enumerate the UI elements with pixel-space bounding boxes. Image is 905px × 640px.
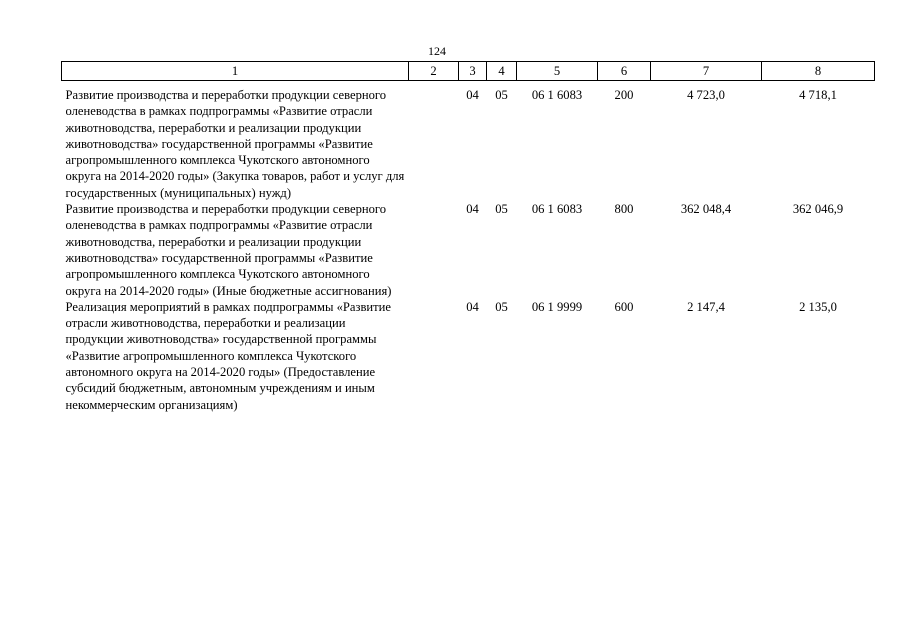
row-description: Развитие производства и переработки продукции северного оленеводства в рамках подпрограммы «Развитие отрасли животноводства, переработки и реализации продукции животноводства» государственной программы «Развитие агропромышленного комплекса Чукотского автономного округа на 2014-2020 годы» (Закупка товаров, работ и услуг для государственных (муниципальных) нужд): [65, 88, 405, 200]
header-col-5: 5: [517, 62, 598, 81]
row-amount-executed: 362 046,9: [792, 202, 844, 217]
budget-table: [61, 61, 875, 413]
row-amount-executed: 2 135,0: [799, 299, 837, 314]
row-col-2: [409, 81, 459, 202]
row-expense-type: 200: [614, 88, 634, 102]
row-section: 04: [466, 299, 479, 314]
header-col-4: 4: [487, 62, 517, 81]
row-amount-planned: 4 723,0: [687, 88, 725, 102]
row-amount-executed: 4 718,1: [799, 88, 837, 102]
row-col-2: [409, 201, 459, 299]
row-subsection: 05: [495, 88, 508, 102]
table-row: [62, 201, 875, 299]
row-section: 04: [466, 88, 479, 102]
row-description: Реализация мероприятий в рамках подпрограммы «Развитие отрасли животноводства, переработки и реализации продукции животноводства» государственной программы «Развитие агропромышленного комплекса Чукотского автономного округа на 2014-2020 годы» (Предоставление субсидий бюджетным, автономным учреждениям и иным некоммерческим организациям): [65, 299, 391, 412]
row-col-2: [409, 299, 459, 413]
header-col-2: 2: [409, 62, 459, 81]
row-section: 04: [466, 202, 479, 217]
row-amount-planned: 362 048,4: [680, 202, 732, 217]
row-expense-type: 800: [614, 202, 634, 217]
row-target-article: 06 1 9999: [531, 299, 583, 314]
header-col-6: 6: [598, 62, 651, 81]
row-target-article: 06 1 6083: [531, 202, 583, 217]
header-col-1: 1: [62, 62, 409, 81]
row-expense-type: 600: [614, 299, 634, 314]
row-subsection: 05: [495, 299, 508, 314]
table-row: [62, 299, 875, 413]
header-row: [62, 62, 875, 81]
row-amount-planned: 2 147,4: [687, 299, 725, 314]
row-subsection: 05: [495, 202, 508, 217]
row-description: Развитие производства и переработки продукции северного оленеводства в рамках подпрограммы «Развитие отрасли животноводства, переработки и реализации продукции животноводства» государственной программы «Развитие агропромышленного комплекса Чукотского автономного округа на 2014-2020 годы» (Иные бюджетные ассигнования): [65, 202, 392, 298]
header-col-7: 7: [651, 62, 762, 81]
page-number: 124: [428, 44, 446, 58]
header-col-3: 3: [459, 62, 487, 81]
table-row: [62, 81, 875, 202]
row-target-article: 06 1 6083: [531, 88, 583, 102]
header-col-8: 8: [762, 62, 875, 81]
